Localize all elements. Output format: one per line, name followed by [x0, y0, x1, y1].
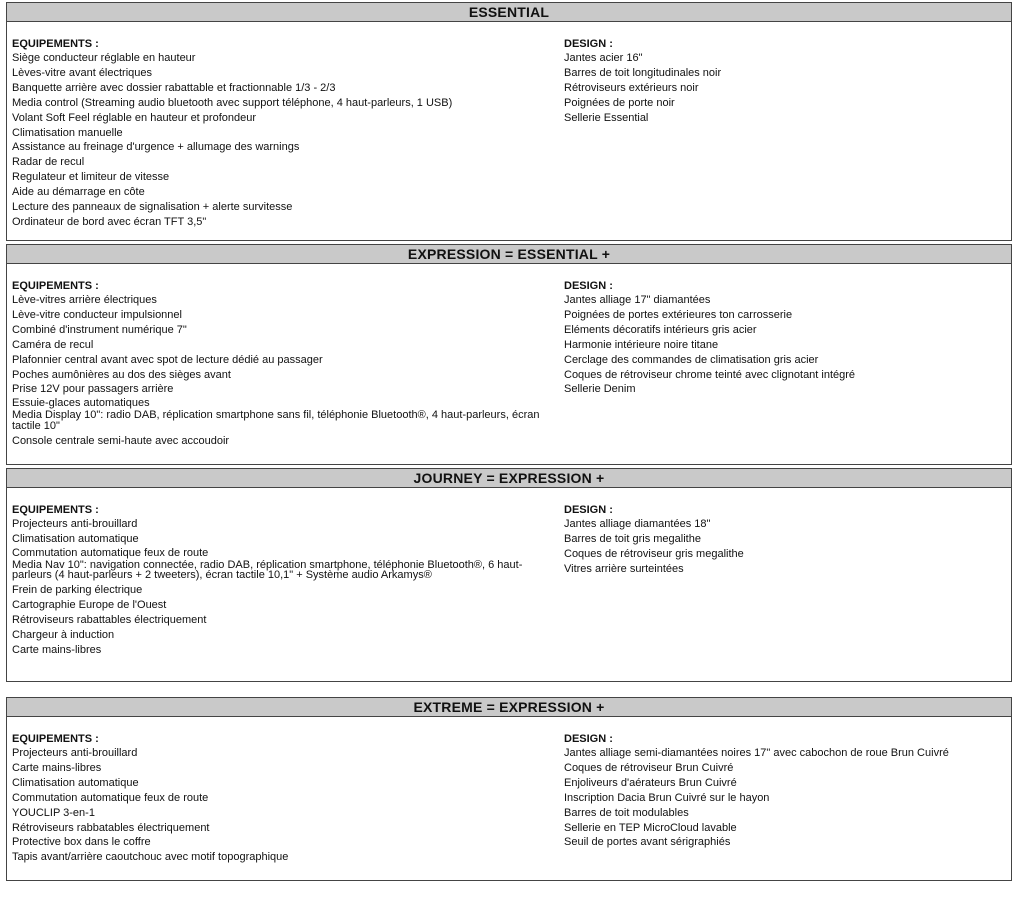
list-item: Rétroviseurs rabattables électriquement	[12, 613, 207, 626]
list-item: Lève-vitre conducteur impulsionnel	[12, 308, 182, 321]
list-item: Aide au démarrage en côte	[12, 186, 145, 199]
list-item: Banquette arrière avec dossier rabattable et fractionnable 1/3 - 2/3	[12, 81, 336, 94]
list-item: Jantes alliage diamantées 18"	[564, 518, 711, 530]
equipements-title: EQUIPEMENTS :	[12, 38, 99, 50]
equipements-title: EQUIPEMENTS :	[12, 504, 99, 516]
equipements-title: EQUIPEMENTS :	[12, 733, 99, 745]
list-item: Poches aumônières au dos des sièges avant	[12, 368, 231, 381]
design-title: DESIGN :	[564, 38, 613, 50]
list-item: Carte mains-libres	[12, 761, 102, 774]
design-column	[564, 279, 1004, 397]
trim-header: EXTREME = EXPRESSION +	[7, 698, 1011, 717]
trim-header: EXPRESSION = ESSENTIAL +	[7, 245, 1011, 264]
list-item: Coques de rétroviseur Brun Cuivré	[564, 761, 734, 774]
list-item: Inscription Dacia Brun Cuivré sur le hayon	[564, 791, 770, 804]
design-list	[564, 746, 1004, 850]
trim-journey	[6, 468, 1012, 682]
list-item: Regulateur et limiteur de vitesse	[12, 171, 170, 184]
list-item: Rétroviseurs rabbatables électriquement	[12, 821, 210, 834]
list-item: Vitres arrière surteintées	[564, 562, 684, 575]
list-item: Media control (Streaming audio bluetooth avec support téléphone, 4 haut-parleurs, 1 USB)	[12, 96, 453, 109]
list-item: Prise 12V pour passagers arrière	[12, 383, 174, 396]
design-title: DESIGN :	[564, 733, 613, 745]
list-item: Caméra de recul	[12, 338, 94, 351]
list-item: Ordinateur de bord avec écran TFT 3,5"	[12, 215, 207, 228]
list-item: Barres de toit longitudinales noir	[564, 66, 722, 79]
list-item: Tapis avant/arrière caoutchouc avec motif topographique	[12, 851, 289, 864]
list-item: Enjoliveurs d'aérateurs Brun Cuivré	[564, 776, 737, 789]
design-list	[564, 51, 1004, 126]
list-item: Poignées de portes extérieures ton carrosserie	[564, 308, 793, 321]
equipements-title: EQUIPEMENTS :	[12, 280, 99, 292]
design-list	[564, 293, 1004, 397]
list-item: Cartographie Europe de l'Ouest	[12, 598, 167, 611]
list-item: Carte mains-libres	[12, 643, 102, 656]
trim-extreme	[6, 697, 1012, 881]
list-item: Radar de recul	[12, 156, 85, 169]
list-item: Eléments décoratifs intérieurs gris acier	[564, 323, 757, 336]
list-item: Climatisation automatique	[12, 776, 139, 789]
design-title: DESIGN :	[564, 280, 613, 292]
design-column	[564, 37, 1004, 126]
list-item: Climatisation automatique	[12, 532, 139, 545]
list-item: Plafonnier central avant avec spot de lecture dédié au passager	[12, 353, 323, 366]
list-item: Coques de rétroviseur gris megalithe	[564, 547, 744, 560]
equipements-list	[12, 517, 557, 658]
list-item: Console centrale semi-haute avec accoudoir	[12, 434, 230, 447]
design-list	[564, 517, 1004, 577]
list-item: Climatisation manuelle	[12, 126, 123, 139]
design-column	[564, 503, 1004, 577]
list-item: Commutation automatique feux de route	[12, 546, 209, 559]
list-item: Lève-vitres arrière électriques	[12, 294, 157, 306]
list-item: Media Display 10": radio DAB, réplication smartphone sans fil, téléphonie Bluetooth®, 4 haut-parleurs, écran tactile 10"	[12, 409, 540, 432]
list-item: Barres de toit modulables	[564, 806, 689, 819]
design-title: DESIGN :	[564, 504, 613, 516]
list-item: Lecture des panneaux de signalisation + alerte survitesse	[12, 201, 293, 214]
list-item: Media Nav 10": navigation connectée, radio DAB, réplication smartphone, téléphonie Bluetooth®, 6 haut-parleurs (4 haut-parleurs + 2 tweeters), écran tactile 10,1" + Système audio Arkamys®	[12, 558, 523, 582]
list-item: YOUCLIP 3-en-1	[12, 806, 95, 819]
trim-header: ESSENTIAL	[7, 3, 1011, 22]
trim-expression	[6, 244, 1012, 465]
list-item: Barres de toit gris megalithe	[564, 532, 701, 545]
list-item: Sellerie Essential	[564, 111, 649, 124]
list-item: Protective box dans le coffre	[12, 836, 151, 849]
list-item: Siège conducteur réglable en hauteur	[12, 52, 196, 64]
list-item: Harmonie intérieure noire titane	[564, 338, 719, 351]
list-item: Volant Soft Feel réglable en hauteur et profondeur	[12, 111, 257, 124]
list-item: Combiné d'instrument numérique 7"	[12, 323, 187, 336]
list-item: Poignées de porte noir	[564, 96, 675, 109]
list-item: Lèves-vitre avant électriques	[12, 66, 153, 79]
list-item: Frein de parking électrique	[12, 584, 143, 596]
list-item: Rétroviseurs extérieurs noir	[564, 81, 699, 94]
list-item: Projecteurs anti-brouillard	[12, 747, 138, 759]
list-item: Coques de rétroviseur chrome teinté avec clignotant intégré	[564, 368, 856, 381]
list-item: Jantes acier 16"	[564, 52, 643, 64]
equipements-list	[12, 293, 557, 448]
equipements-list	[12, 51, 557, 230]
list-item: Seuil de portes avant sérigraphiés	[564, 836, 731, 849]
list-item: Projecteurs anti-brouillard	[12, 518, 138, 530]
list-item: Chargeur à induction	[12, 628, 115, 641]
list-item: Cerclage des commandes de climatisation gris acier	[564, 353, 819, 366]
equipements-column	[12, 279, 557, 448]
equipements-column	[12, 732, 557, 865]
list-item: Sellerie Denim	[564, 383, 636, 396]
equipements-column	[12, 37, 557, 230]
trim-header: JOURNEY = EXPRESSION +	[7, 469, 1011, 488]
list-item: Jantes alliage 17" diamantées	[564, 294, 711, 306]
design-column	[564, 732, 1004, 850]
trim-essential	[6, 2, 1012, 241]
list-item: Essuie-glaces automatiques	[12, 397, 150, 410]
list-item: Commutation automatique feux de route	[12, 791, 209, 804]
equipements-column	[12, 503, 557, 658]
list-item: Assistance au freinage d'urgence + allumage des warnings	[12, 141, 300, 154]
list-item: Jantes alliage semi-diamantées noires 17" avec cabochon de roue Brun Cuivré	[564, 747, 949, 759]
equipements-list	[12, 746, 557, 865]
list-item: Sellerie en TEP MicroCloud lavable	[564, 821, 737, 834]
